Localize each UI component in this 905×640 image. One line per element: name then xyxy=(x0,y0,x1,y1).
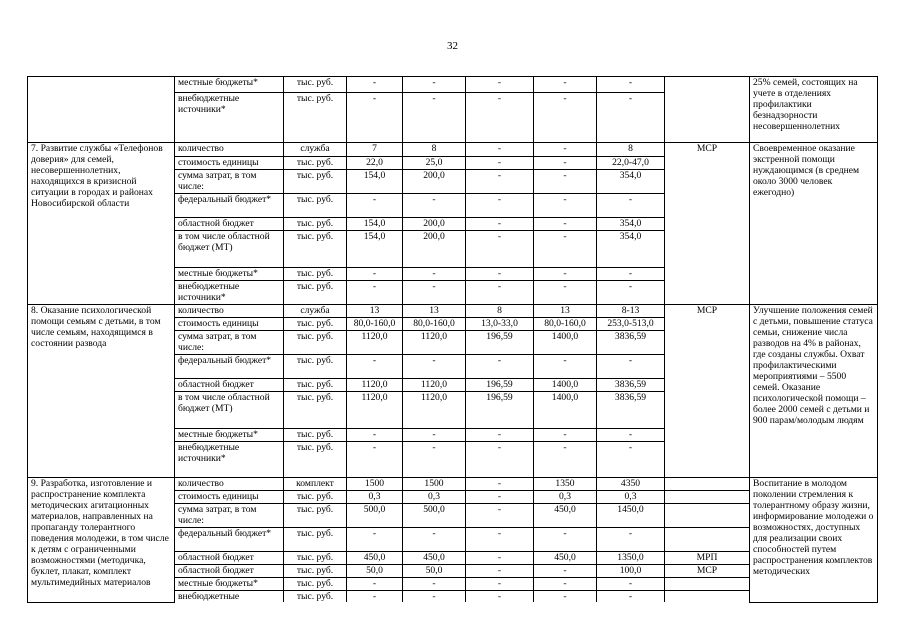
value-cell: - xyxy=(534,218,597,231)
value-cell: - xyxy=(466,528,534,552)
value-cell: 1400,0 xyxy=(534,392,597,429)
value-cell: - xyxy=(534,268,597,281)
indicator-label-cell: областной бюджет xyxy=(175,552,284,565)
value-cell: 7 xyxy=(347,143,403,157)
value-cell: 354,0 xyxy=(597,231,665,268)
value-cell: - xyxy=(597,591,665,603)
unit-cell: тыс. руб. xyxy=(284,318,347,331)
value-cell: 450,0 xyxy=(534,552,597,565)
indicator-label-cell: внебюджетные источники* xyxy=(175,281,284,305)
indicator-label-cell: областной бюджет xyxy=(175,565,284,578)
value-cell: 1120,0 xyxy=(347,379,403,392)
value-cell: - xyxy=(597,429,665,442)
indicator-label-cell: областной бюджет xyxy=(175,379,284,392)
value-cell: 80,0-160,0 xyxy=(403,318,466,331)
value-cell: - xyxy=(347,268,403,281)
value-cell: - xyxy=(534,565,597,578)
value-cell: - xyxy=(534,355,597,379)
unit-cell: тыс. руб. xyxy=(284,93,347,143)
value-cell: 1350 xyxy=(534,478,597,491)
indicator-label-cell: сумма затрат, в том числе: xyxy=(175,331,284,355)
executor-cell xyxy=(665,504,750,528)
value-cell: - xyxy=(597,281,665,305)
value-cell: 25,0 xyxy=(403,157,466,170)
value-cell: - xyxy=(347,528,403,552)
value-cell: - xyxy=(597,194,665,218)
value-cell: - xyxy=(466,170,534,194)
value-cell: 1350,0 xyxy=(597,552,665,565)
value-cell: - xyxy=(347,77,403,93)
value-cell: - xyxy=(466,77,534,93)
unit-cell: тыс. руб. xyxy=(284,157,347,170)
value-cell: - xyxy=(534,578,597,591)
value-cell: - xyxy=(466,578,534,591)
value-cell: - xyxy=(466,143,534,157)
unit-cell: тыс. руб. xyxy=(284,578,347,591)
indicator-label-cell: сумма затрат, в том числе: xyxy=(175,170,284,194)
executor-cell: МРП xyxy=(665,552,750,565)
value-cell: - xyxy=(403,355,466,379)
unit-cell: тыс. руб. xyxy=(284,231,347,268)
executor-cell xyxy=(665,591,750,603)
value-cell: - xyxy=(403,281,466,305)
unit-cell: тыс. руб. xyxy=(284,355,347,379)
executor-cell xyxy=(665,578,750,591)
value-cell: - xyxy=(466,565,534,578)
expected-result-cell: Своевременное оказание экстренной помощи нуждающимся (в среднем около 3000 человек ежегодно) xyxy=(750,143,878,305)
unit-cell: тыс. руб. xyxy=(284,491,347,504)
value-cell: - xyxy=(466,281,534,305)
value-cell: - xyxy=(347,429,403,442)
value-cell: - xyxy=(534,77,597,93)
unit-cell: тыс. руб. xyxy=(284,442,347,478)
value-cell: 1500 xyxy=(347,478,403,491)
page-number: 32 xyxy=(447,40,458,52)
value-cell: 196,59 xyxy=(466,379,534,392)
value-cell: - xyxy=(403,268,466,281)
unit-cell: тыс. руб. xyxy=(284,77,347,93)
unit-cell: тыс. руб. xyxy=(284,565,347,578)
indicator-label-cell: стоимость единицы xyxy=(175,318,284,331)
value-cell: 4350 xyxy=(597,478,665,491)
value-cell: 8 xyxy=(597,143,665,157)
unit-cell: комплект xyxy=(284,478,347,491)
value-cell: 1120,0 xyxy=(347,331,403,355)
measure-name-cell xyxy=(28,77,175,143)
unit-cell: тыс. руб. xyxy=(284,552,347,565)
value-cell: - xyxy=(403,93,466,143)
value-cell: - xyxy=(597,93,665,143)
value-cell: - xyxy=(466,504,534,528)
value-cell: 500,0 xyxy=(347,504,403,528)
measure-name-cell: 8. Оказание психологической помощи семьям с детьми, в том числе семьям, находящимся в состоянии развода xyxy=(28,305,175,478)
unit-cell: тыс. руб. xyxy=(284,331,347,355)
value-cell: 200,0 xyxy=(403,170,466,194)
value-cell: 450,0 xyxy=(347,552,403,565)
unit-cell: тыс. руб. xyxy=(284,528,347,552)
indicator-label-cell: в том числе областной бюджет (МТ) xyxy=(175,231,284,268)
executor-cell: МСР xyxy=(665,305,750,478)
value-cell: - xyxy=(403,578,466,591)
value-cell: - xyxy=(347,591,403,603)
measure-name-cell: 7. Развитие службы «Телефонов доверия» для семей, несовершеннолетних, находящихся в кризисной ситуации в городах и районах Новосибирской области xyxy=(28,143,175,305)
value-cell: - xyxy=(403,442,466,478)
value-cell: 1500 xyxy=(403,478,466,491)
value-cell: - xyxy=(347,281,403,305)
indicator-label-cell: стоимость единицы xyxy=(175,157,284,170)
executor-cell: МСР xyxy=(665,143,750,305)
value-cell: - xyxy=(597,355,665,379)
table-row xyxy=(28,143,878,157)
indicator-label-cell: федеральный бюджет* xyxy=(175,355,284,379)
value-cell: - xyxy=(466,442,534,478)
unit-cell: тыс. руб. xyxy=(284,218,347,231)
indicator-label-cell: сумма затрат, в том числе: xyxy=(175,504,284,528)
value-cell: - xyxy=(466,491,534,504)
value-cell: - xyxy=(534,157,597,170)
value-cell: - xyxy=(347,355,403,379)
indicator-label-cell: внебюджетные источники* xyxy=(175,93,284,143)
value-cell: - xyxy=(403,77,466,93)
value-cell: 354,0 xyxy=(597,170,665,194)
value-cell: - xyxy=(347,578,403,591)
value-cell: - xyxy=(466,157,534,170)
value-cell: - xyxy=(597,268,665,281)
value-cell: 0,3 xyxy=(403,491,466,504)
value-cell: - xyxy=(466,218,534,231)
value-cell: - xyxy=(347,93,403,143)
value-cell: - xyxy=(597,528,665,552)
value-cell: - xyxy=(466,355,534,379)
unit-cell: тыс. руб. xyxy=(284,429,347,442)
value-cell: - xyxy=(466,231,534,268)
unit-cell: служба xyxy=(284,305,347,318)
expected-result-cell: Улучшение положения семей с детьми, повышение статуса семьи, снижение числа разводов на 4% в районах, где созданы службы. Охват профилактическими мероприятиями – 5500 семей. Оказание психологической помощи – более 2000 семей с детьми и 900 парам/молодым людям xyxy=(750,305,878,478)
value-cell: 200,0 xyxy=(403,218,466,231)
expected-result-cell: 25% семей, состоящих на учете в отделениях профилактики безнадзорности несовершеннолетних xyxy=(750,77,878,143)
unit-cell: тыс. руб. xyxy=(284,268,347,281)
table-row xyxy=(28,478,878,491)
value-cell: 80,0-160,0 xyxy=(534,318,597,331)
value-cell: 13 xyxy=(403,305,466,318)
value-cell: 354,0 xyxy=(597,218,665,231)
value-cell: - xyxy=(597,578,665,591)
unit-cell: служба xyxy=(284,143,347,157)
unit-cell: тыс. руб. xyxy=(284,591,347,603)
value-cell: 154,0 xyxy=(347,170,403,194)
value-cell: 50,0 xyxy=(403,565,466,578)
value-cell: 100,0 xyxy=(597,565,665,578)
indicator-label-cell: в том числе областной бюджет (МТ) xyxy=(175,392,284,429)
table-row xyxy=(28,305,878,318)
value-cell: 0,3 xyxy=(534,491,597,504)
executor-cell: МСР xyxy=(665,565,750,578)
value-cell: - xyxy=(347,194,403,218)
executor-cell xyxy=(665,77,750,143)
value-cell: 13 xyxy=(534,305,597,318)
indicator-label-cell: федеральный бюджет* xyxy=(175,194,284,218)
indicator-label-cell: местные бюджеты* xyxy=(175,429,284,442)
unit-cell: тыс. руб. xyxy=(284,170,347,194)
indicator-label-cell: внебюджетные источники* xyxy=(175,442,284,478)
value-cell: 1400,0 xyxy=(534,379,597,392)
indicator-label-cell: количество xyxy=(175,478,284,491)
value-cell: 13,0-33,0 xyxy=(466,318,534,331)
indicator-label-cell: внебюджетные xyxy=(175,591,284,603)
value-cell: - xyxy=(466,478,534,491)
value-cell: 200,0 xyxy=(403,231,466,268)
value-cell: - xyxy=(466,194,534,218)
indicator-label-cell: стоимость единицы xyxy=(175,491,284,504)
expected-result-cell: Воспитание в молодом поколении стремления к толерантному образу жизни, информирование молодежи о возможностях, доступных для реализации своих способностей путем распространения комплектов методических xyxy=(750,478,878,603)
value-cell: 0,3 xyxy=(347,491,403,504)
value-cell: 13 xyxy=(347,305,403,318)
value-cell: 1450,0 xyxy=(597,504,665,528)
value-cell: 154,0 xyxy=(347,218,403,231)
unit-cell: тыс. руб. xyxy=(284,392,347,429)
table-body xyxy=(28,77,878,603)
value-cell: - xyxy=(597,77,665,93)
value-cell: - xyxy=(466,93,534,143)
executor-cell xyxy=(665,528,750,552)
table-row xyxy=(28,77,878,93)
value-cell: - xyxy=(597,442,665,478)
value-cell: 0,3 xyxy=(597,491,665,504)
value-cell: - xyxy=(534,591,597,603)
value-cell: 3836,59 xyxy=(597,331,665,355)
value-cell: 196,59 xyxy=(466,331,534,355)
value-cell: 3836,59 xyxy=(597,379,665,392)
value-cell: 253,0-513,0 xyxy=(597,318,665,331)
unit-cell: тыс. руб. xyxy=(284,504,347,528)
value-cell: - xyxy=(534,429,597,442)
value-cell: 1400,0 xyxy=(534,331,597,355)
value-cell: 8 xyxy=(403,143,466,157)
value-cell: 8 xyxy=(466,305,534,318)
indicator-label-cell: местные бюджеты* xyxy=(175,268,284,281)
value-cell: - xyxy=(534,281,597,305)
value-cell: 22,0-47,0 xyxy=(597,157,665,170)
measure-name-cell: 9. Разработка, изготовление и распространение комплекта методических агитационных материалов, направленных на пропаганду толерантного поведения молодежи, в том числе к детям с ограниченными возможностями (методичка, буклет, плакат, комплект мультимедийных материалов xyxy=(28,478,175,603)
executor-cell xyxy=(665,491,750,504)
value-cell: - xyxy=(534,231,597,268)
value-cell: - xyxy=(466,268,534,281)
value-cell: 22,0 xyxy=(347,157,403,170)
value-cell: 3836,59 xyxy=(597,392,665,429)
value-cell: 8-13 xyxy=(597,305,665,318)
unit-cell: тыс. руб. xyxy=(284,281,347,305)
executor-cell xyxy=(665,478,750,491)
value-cell: 154,0 xyxy=(347,231,403,268)
value-cell: - xyxy=(534,528,597,552)
value-cell: 80,0-160,0 xyxy=(347,318,403,331)
value-cell: 196,59 xyxy=(466,392,534,429)
indicator-label-cell: федеральный бюджет* xyxy=(175,528,284,552)
indicator-label-cell: количество xyxy=(175,143,284,157)
value-cell: 500,0 xyxy=(403,504,466,528)
value-cell: - xyxy=(534,143,597,157)
value-cell: - xyxy=(403,528,466,552)
value-cell: 450,0 xyxy=(534,504,597,528)
value-cell: - xyxy=(534,194,597,218)
value-cell: 450,0 xyxy=(403,552,466,565)
value-cell: - xyxy=(403,591,466,603)
value-cell: - xyxy=(466,429,534,442)
value-cell: - xyxy=(466,591,534,603)
program-table xyxy=(27,76,878,603)
indicator-label-cell: областной бюджет xyxy=(175,218,284,231)
indicator-label-cell: местные бюджеты* xyxy=(175,578,284,591)
value-cell: - xyxy=(534,93,597,143)
value-cell: - xyxy=(347,442,403,478)
value-cell: - xyxy=(466,552,534,565)
value-cell: - xyxy=(534,442,597,478)
unit-cell: тыс. руб. xyxy=(284,379,347,392)
value-cell: - xyxy=(534,170,597,194)
unit-cell: тыс. руб. xyxy=(284,194,347,218)
value-cell: 1120,0 xyxy=(403,379,466,392)
value-cell: - xyxy=(403,194,466,218)
indicator-label-cell: количество xyxy=(175,305,284,318)
value-cell: 50,0 xyxy=(347,565,403,578)
indicator-label-cell: местные бюджеты* xyxy=(175,77,284,93)
value-cell: 1120,0 xyxy=(347,392,403,429)
value-cell: - xyxy=(403,429,466,442)
value-cell: 1120,0 xyxy=(403,331,466,355)
value-cell: 1120,0 xyxy=(403,392,466,429)
